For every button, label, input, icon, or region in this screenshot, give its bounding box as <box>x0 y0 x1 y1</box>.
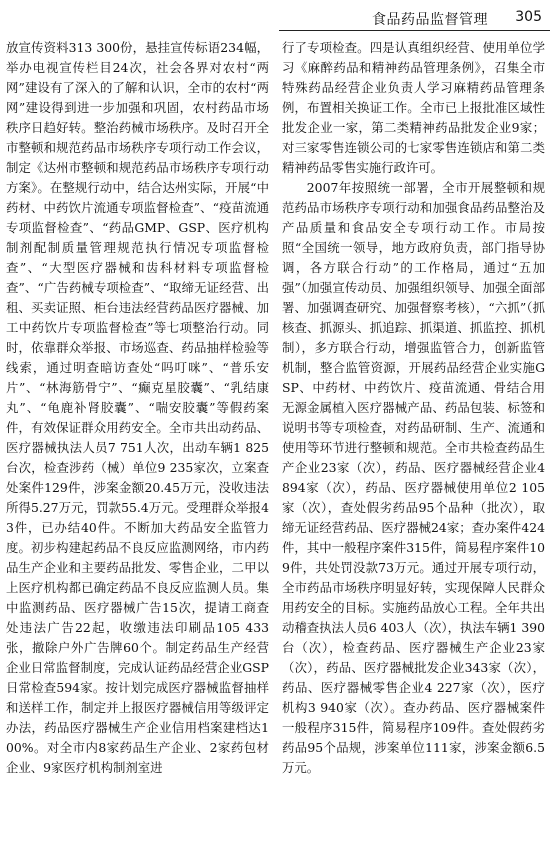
right-column-paragraph-2007: 2007年按照统一部署，全市开展整顿和规范药品市场秩序专项行动和加强食品药品整治及产品质量和食品安全专项行动工作。市局按照“全国统一领导，地方政府负责，部门指导协调，各方联合行动”的工作格局，通过“五加强”（加强宣传动员、加强组织领导、加强全面部署、加强调查研究、加强督察考核），“六抓”（抓核查、抓源头、抓追踪、抓渠道、抓监控、抓机制），多方联合行动，增强监管合力，创新监管机制，整合监管资源，开展药品经营企业实施GSP、中药材、中药饮片、疫苗流通、骨结合用无源金属植入医疗器械产品、药品包装、标签和说明书等专项检查，对药品研制、生产、流通和使用等环节进行整顿和规范。全市共检查药品生产企业23家（次），药品、医疗器械经营企业4 894家（次），药品、医疗器械使用单位2 105家（次），查处假劣药品95个品种（批次），取缔无证经营药品、医疗器械24家；查办案件424件，其中一般程序案件315件，简易程序案件109件，共处罚没款73万元。通过开展专项行动，全市药品市场秩序明显好转，实现保障人民群众用药安全的目标。实施药品放心工程。全年共出动稽查执法人员6 403人（次），执法车辆1 390台（次），检查药品、医疗器械生产企业23家（次），药品、医疗器械批发企业343家（次），药品、医疗器械零售企业4 227家（次），医疗机构3 940家（次）。查办药品、医疗器械案件一般程序315件，简易程序109件。查处假药劣药品95个品规，涉案单位111家，涉案金额6.5万元。 <box>282 180 545 775</box>
running-header-title: 食品药品监督管理 <box>372 12 488 28</box>
running-header <box>0 0 550 30</box>
page-number: 305 <box>515 9 542 25</box>
left-column <box>6 38 269 778</box>
right-column-paragraph-continued: 行了专项检查。四是认真组织经营、使用单位学习《麻醉药品和精神药品管理条例》，召集全市特殊药品经营企业负责人学习麻精药品管理条例，布置相关换证工作。全市已上报批准区域性批发企业一家，第二类精神药品批发企业9家；对三家零售连锁公司的七家零售连锁店和第二类精神药品零售实施行政许可。 <box>282 40 545 175</box>
header-rule <box>279 30 550 31</box>
left-column-paragraph: 放宣传资料313 300份，悬挂宣传标语234幅，举办电视宣传栏目24次，社会各界对农村“两网”建设有了深入的了解和认识，全市的农村“两网”建设得到进一步加强和巩固，农村药品市场秩序日趋好转。整治药械市场秩序。及时召开全市整顿和规范药品市场秩序专项行动工作会议，制定《达州市整顿和规范药品市场秩序专项行动方案》。在整规行动中，结合达州实际，开展“中药材、中药饮片流通专项监督检查”、“疫苗流通专项监督检查”、“药品GMP、GSP、医疗机构制剂配制质量管理规范执行情况专项监督检查”、“大型医疗器械和齿科材料专项监督检查”、“广告药械专项检查”、“取缔无证经营、出租、买卖证照、柜台违法经营药品医疗器械、加工中药饮片专项监督检查”等七项整治行动。同时，依靠群众举报、市场巡查、药品抽样检验等线索，通过明查暗访查处“吗叮咪”、“普乐安片”、“林海筋骨宁”、“癫克星胶囊”、“乳结康丸”、“龟鹿补肾胶囊”、“喘安胶囊”等假药案件，有效保证群众用药安全。全市共出动药品、医疗器械执法人员7 751人次，出动车辆1 825台次，检查涉药（械）单位9 235家次，立案查处案件129件，涉案金额20.45万元，没收违法所得5.27万元，罚款55.4万元。受理群众举报43件，已办结40件。不断加大药品安全监管力度。初步构建起药品不良反应监测网络，市内药品生产企业和主要药品批发、零售企业，二甲以上医疗机构都已确定药品不良反应监测人员。集中监测药品、医疗器械广告15次，提请工商查处违法广告22起，收缴违法印刷品105 433张，撤除户外广告牌60个。制定药品生产经营企业日常监督制度，完成认证药品经营企业GSP日常检查594家。按计划完成医疗器械监督抽样和送样工作，制定并上报医疗器械信用等级评定办法，药品医疗器械生产企业信用档案建档达100%。对全市内8家药品生产企业、2家药包材企业、9家医疗机构制剂室进 <box>6 40 269 775</box>
right-column <box>282 38 545 778</box>
